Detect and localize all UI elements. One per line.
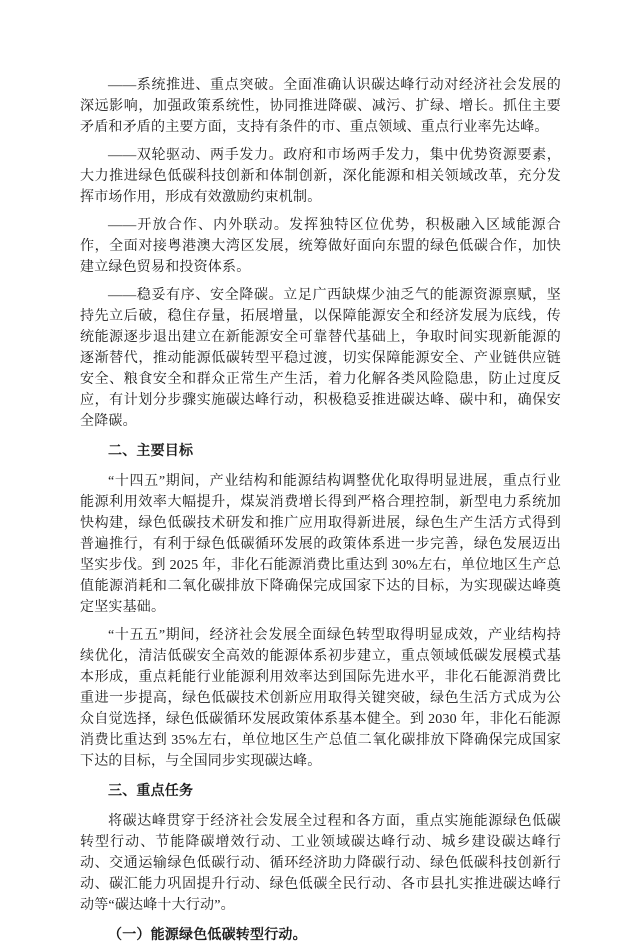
section-heading-key-tasks: 三、重点任务 bbox=[108, 784, 194, 799]
section-heading-main-goals: 二、主要目标 bbox=[108, 444, 194, 459]
paragraph-principle-safe-carbon-reduction: ——稳妥有序、安全降碳。立足广西缺煤少油乏气的能源资源禀赋，坚持先立后破，稳住存量，拓展增量，以保障能源安全和经济发展为底线，传统能源逐步退出建立在新能源安全可靠替代基础上，争取时间实现新能源的逐渐替代，推动能源低碳转型平稳过渡，切实保障能源安全、产业链供应链安全、粮食安全和群众正常生产生活，着力化解各类风险隐患，防止过度反应，有计划分步骤实施碳达峰行动，积极稳妥推进碳达峰、碳中和，确保安全降碳。 bbox=[80, 288, 561, 429]
paragraph-ten-carbon-peak-actions: 将碳达峰贯穿于经济社会发展全过程和各方面，重点实施能源绿色低碳转型行动、节能降碳增效行动、工业领域碳达峰行动、城乡建设碳达峰行动、交通运输绿色低碳行动、循环经济助力降碳行动、绿色低碳科技创新行动、碳汇能力巩固提升行动、绿色低碳全民行动、各市县扎实推进碳达峰行动等“碳达峰十大行动”。 bbox=[80, 814, 561, 913]
paragraph-principle-dual-drive: ——双轮驱动、两手发力。政府和市场两手发力，集中优势资源要素，大力推进绿色低碳科技创新和体制创新，深化能源和相关领域改革，充分发挥市场作用，形成有效激励约束机制。 bbox=[80, 148, 561, 205]
sub-heading-energy-green-transition-action: （一）能源绿色低碳转型行动。 bbox=[108, 928, 307, 943]
paragraph-15th-five-year-plan: “十五五”期间，经济社会发展全面绿色转型取得明显成效，产业结构持续优化，清洁低碳安全高效的能源体系初步建立，重点领域低碳发展模式基本形成，重点耗能行业能源利用效率达到国际先进水平，非化石能源消费比重进一步提高，绿色低碳技术创新应用取得关键突破，绿色生活方式成为公众自觉选择，绿色低碳循环发展政策体系基本健全。到 2030 年，非化石能源消费比重达到 35%左右，单位地区生产总值二氧化碳排放下降确保完成国家下达的目标，与全国同步实现碳达峰。 bbox=[80, 628, 561, 769]
paragraph-14th-five-year-plan: “十四五”期间，产业结构和能源结构调整优化取得明显进展，重点行业能源利用效率大幅提升，煤炭消费增长得到严格合理控制，新型电力系统加快构建，绿色低碳技术研发和推广应用取得新进展，绿色生产生活方式得到普遍推行，有利于绿色低碳循环发展的政策体系进一步完善，绿色发展迈出坚实步伐。到 2025 年，非化石能源消费比重达到 30%左右，单位地区生产总值能源消耗和二氧化碳排放下降确保完成国家下达的目标，为实现碳达峰奠定坚实基础。 bbox=[80, 474, 561, 615]
paragraph-principle-systematic: ——系统推进、重点突破。全面准确认识碳达峰行动对经济社会发展的深远影响，加强政策系统性，协同推进降碳、减污、扩绿、增长。抓住主要矛盾和矛盾的主要方面，支持有条件的市、重点领域、重点行业率先达峰。 bbox=[80, 78, 561, 135]
paragraph-principle-open-cooperation: ——开放合作、内外联动。发挥独特区位优势，积极融入区域能源合作，全面对接粤港澳大湾区发展，统筹做好面向东盟的绿色低碳合作，加快建立绿色贸易和投资体系。 bbox=[80, 218, 561, 275]
